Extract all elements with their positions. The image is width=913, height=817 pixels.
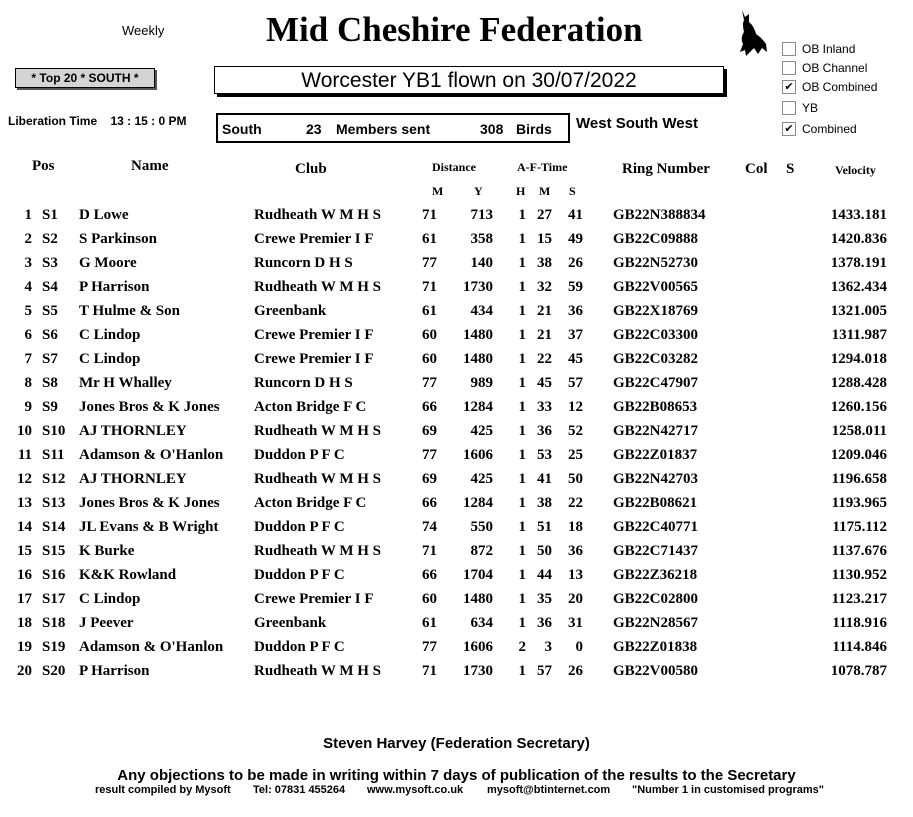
cell-pos: 13 xyxy=(17,495,32,511)
cell-minutes: 36 xyxy=(537,423,552,439)
cell-section-pos: S9 xyxy=(42,399,58,415)
cell-club: Runcorn D H S xyxy=(254,255,353,271)
cell-seconds: 45 xyxy=(568,351,583,367)
page-title: Mid Cheshire Federation xyxy=(266,10,643,49)
cell-name: C Lindop xyxy=(79,327,141,343)
cell-pos: 14 xyxy=(17,519,32,535)
cell-seconds: 26 xyxy=(568,255,583,271)
cell-seconds: 50 xyxy=(568,471,583,487)
cell-miles: 61 xyxy=(422,615,437,631)
cell-minutes: 45 xyxy=(537,375,552,391)
cell-yards: 1606 xyxy=(463,447,493,463)
table-row xyxy=(0,519,913,543)
cell-section-pos: S14 xyxy=(42,519,66,535)
cell-pos: 6 xyxy=(24,327,32,343)
cell-hours: 1 xyxy=(518,663,526,679)
cell-miles: 74 xyxy=(422,519,437,535)
option-label: YB xyxy=(802,101,819,115)
cell-ring-number: GB22C47907 xyxy=(613,375,699,391)
cell-club: Rudheath W M H S xyxy=(254,423,381,439)
cell-hours: 1 xyxy=(518,375,526,391)
cell-yards: 1284 xyxy=(463,399,493,415)
table-row xyxy=(0,471,913,495)
cell-velocity: 1362.434 xyxy=(830,279,887,295)
col-name: Name xyxy=(131,158,169,174)
members-count: 23 xyxy=(306,121,322,137)
cell-section-pos: S18 xyxy=(42,615,66,631)
cell-hours: 2 xyxy=(518,639,526,655)
cell-miles: 71 xyxy=(422,663,437,679)
cell-minutes: 44 xyxy=(537,567,552,583)
cell-minutes: 41 xyxy=(537,471,552,487)
cell-seconds: 31 xyxy=(568,615,583,631)
cell-miles: 61 xyxy=(422,231,437,247)
cell-minutes: 51 xyxy=(537,519,552,535)
cell-miles: 69 xyxy=(422,423,437,439)
cell-minutes: 36 xyxy=(537,615,552,631)
cell-hours: 1 xyxy=(518,231,526,247)
cell-hours: 1 xyxy=(518,423,526,439)
email-link[interactable]: mysoft@btinternet.com xyxy=(487,784,611,796)
cell-yards: 1480 xyxy=(463,351,493,367)
wind-direction: West South West xyxy=(576,115,698,132)
option-checkbox[interactable] xyxy=(782,61,796,75)
cell-hours: 1 xyxy=(518,303,526,319)
cell-seconds: 12 xyxy=(568,399,583,415)
cell-name: JL Evans & B Wright xyxy=(79,519,219,535)
cell-seconds: 22 xyxy=(568,495,583,511)
cell-minutes: 21 xyxy=(537,327,552,343)
col-aftime: A-F-Time xyxy=(517,160,568,174)
section-badge: * Top 20 * SOUTH * xyxy=(15,68,155,88)
cell-ring-number: GB22V00565 xyxy=(613,279,699,295)
cell-yards: 140 xyxy=(470,255,493,271)
cell-miles: 77 xyxy=(422,255,437,271)
cell-pos: 19 xyxy=(17,639,32,655)
cell-hours: 1 xyxy=(518,615,526,631)
col-dist-miles: M xyxy=(432,184,444,198)
cell-minutes: 15 xyxy=(537,231,552,247)
objections-notice: Any objections to be made in writing within 7 days of publication of the results to the Secretary xyxy=(117,767,796,784)
birds-label: Birds xyxy=(516,121,552,137)
cell-ring-number: GB22N388834 xyxy=(613,207,706,223)
cell-ring-number: GB22N42703 xyxy=(613,471,699,487)
cell-hours: 1 xyxy=(518,279,526,295)
cell-club: Acton Bridge F C xyxy=(254,399,367,415)
cell-hours: 1 xyxy=(518,327,526,343)
cell-minutes: 32 xyxy=(537,279,552,295)
cell-velocity: 1137.676 xyxy=(831,543,887,559)
table-row xyxy=(0,399,913,423)
cell-seconds: 25 xyxy=(568,447,583,463)
pigeon-logo-icon xyxy=(736,8,768,58)
cell-club: Duddon P F C xyxy=(254,639,345,655)
cell-name: G Moore xyxy=(79,255,137,271)
cell-name: C Lindop xyxy=(79,591,141,607)
cell-club: Crewe Premier I F xyxy=(254,327,374,343)
cell-section-pos: S15 xyxy=(42,543,66,559)
cell-miles: 66 xyxy=(422,399,437,415)
cell-club: Duddon P F C xyxy=(254,567,345,583)
cell-miles: 71 xyxy=(422,543,437,559)
cell-section-pos: S8 xyxy=(42,375,58,391)
phone-number: Tel: 07831 455264 xyxy=(253,784,346,796)
col-hours: H xyxy=(516,184,526,198)
cell-pos: 16 xyxy=(17,567,32,583)
cell-seconds: 41 xyxy=(568,207,583,223)
cell-velocity: 1123.217 xyxy=(831,591,887,607)
cell-section-pos: S13 xyxy=(42,495,66,511)
cell-ring-number: GB22B08653 xyxy=(613,399,698,415)
cell-pos: 15 xyxy=(17,543,32,559)
col-seconds: S xyxy=(569,184,576,198)
cell-club: Crewe Premier I F xyxy=(254,591,374,607)
cell-section-pos: S19 xyxy=(42,639,66,655)
cell-section-pos: S6 xyxy=(42,327,58,343)
table-row xyxy=(0,423,913,447)
cell-minutes: 38 xyxy=(537,495,552,511)
cell-seconds: 36 xyxy=(568,303,583,319)
cell-miles: 77 xyxy=(422,375,437,391)
cell-miles: 69 xyxy=(422,471,437,487)
cell-velocity: 1175.112 xyxy=(832,519,887,535)
cell-velocity: 1114.846 xyxy=(832,639,887,655)
cell-club: Greenbank xyxy=(254,303,327,319)
cell-velocity: 1258.011 xyxy=(831,423,887,439)
cell-name: Adamson & O'Hanlon xyxy=(79,447,224,463)
col-dist-yards: Y xyxy=(474,184,483,198)
cell-miles: 71 xyxy=(422,279,437,295)
compiled-by: result compiled by Mysoft xyxy=(95,784,231,796)
cell-name: D Lowe xyxy=(79,207,129,223)
cell-pos: 20 xyxy=(17,663,32,679)
cell-section-pos: S1 xyxy=(42,207,58,223)
cell-section-pos: S12 xyxy=(42,471,66,487)
members-sent-box xyxy=(216,113,570,143)
cell-pos: 3 xyxy=(24,255,32,271)
cell-ring-number: GB22V00580 xyxy=(613,663,699,679)
cell-club: Rudheath W M H S xyxy=(254,279,381,295)
liberation-label: Liberation Time xyxy=(8,114,98,128)
cell-miles: 60 xyxy=(422,591,437,607)
cell-minutes: 22 xyxy=(537,351,552,367)
cell-name: Mr H Whalley xyxy=(79,375,172,391)
cell-pos: 11 xyxy=(17,447,32,463)
cell-pos: 5 xyxy=(24,303,32,319)
cell-pos: 18 xyxy=(17,615,32,631)
cell-name: J Peever xyxy=(79,615,134,631)
cell-club: Rudheath W M H S xyxy=(254,207,381,223)
cell-hours: 1 xyxy=(518,567,526,583)
cell-pos: 8 xyxy=(24,375,32,391)
cell-yards: 425 xyxy=(470,471,493,487)
cell-ring-number: GB22B08621 xyxy=(613,495,698,511)
cell-section-pos: S2 xyxy=(42,231,58,247)
cell-pos: 2 xyxy=(24,231,32,247)
cell-pos: 10 xyxy=(17,423,32,439)
cell-velocity: 1433.181 xyxy=(830,207,887,223)
cell-seconds: 20 xyxy=(568,591,583,607)
option-label: OB Combined xyxy=(802,80,878,94)
cell-velocity: 1321.005 xyxy=(830,303,887,319)
cell-velocity: 1130.952 xyxy=(831,567,887,583)
col-pos: Pos xyxy=(32,158,55,174)
cell-ring-number: GB22C40771 xyxy=(613,519,699,535)
cell-club: Acton Bridge F C xyxy=(254,495,367,511)
cell-club: Rudheath W M H S xyxy=(254,471,381,487)
cell-pos: 17 xyxy=(17,591,32,607)
cell-hours: 1 xyxy=(518,591,526,607)
liberation-time xyxy=(8,114,187,128)
cell-minutes: 27 xyxy=(537,207,552,223)
race-title: Worcester YB1 flown on 30/07/2022 xyxy=(214,66,724,94)
cell-yards: 872 xyxy=(470,543,493,559)
cell-seconds: 18 xyxy=(568,519,583,535)
cell-name: P Harrison xyxy=(79,663,150,679)
table-row xyxy=(0,495,913,519)
cell-yards: 425 xyxy=(470,423,493,439)
cell-yards: 1480 xyxy=(463,591,493,607)
table-row xyxy=(0,207,913,231)
table-row xyxy=(0,351,913,375)
cell-hours: 1 xyxy=(518,207,526,223)
cell-minutes: 38 xyxy=(537,255,552,271)
col-ring-number: Ring Number xyxy=(622,161,710,177)
cell-hours: 1 xyxy=(518,399,526,415)
cell-pos: 4 xyxy=(24,279,32,295)
cell-velocity: 1378.191 xyxy=(830,255,887,271)
cell-club: Rudheath W M H S xyxy=(254,543,381,559)
cell-yards: 434 xyxy=(470,303,493,319)
cell-velocity: 1294.018 xyxy=(830,351,887,367)
cell-section-pos: S20 xyxy=(42,663,66,679)
table-row xyxy=(0,303,913,327)
cell-hours: 1 xyxy=(518,543,526,559)
cell-minutes: 33 xyxy=(537,399,552,415)
table-row xyxy=(0,663,913,687)
table-row xyxy=(0,591,913,615)
birds-count: 308 xyxy=(480,121,504,137)
cell-section-pos: S10 xyxy=(42,423,66,439)
cell-club: Crewe Premier I F xyxy=(254,231,374,247)
table-row xyxy=(0,255,913,279)
cell-yards: 1606 xyxy=(463,639,493,655)
cell-seconds: 57 xyxy=(568,375,583,391)
cell-miles: 77 xyxy=(422,639,437,655)
cell-pos: 9 xyxy=(24,399,32,415)
cell-name: S Parkinson xyxy=(79,231,157,247)
table-row xyxy=(0,639,913,663)
cell-section-pos: S16 xyxy=(42,567,66,583)
cell-ring-number: GB22Z36218 xyxy=(613,567,698,583)
cell-section-pos: S4 xyxy=(42,279,58,295)
cell-seconds: 36 xyxy=(568,543,583,559)
table-row xyxy=(0,375,913,399)
option-label: OB Channel xyxy=(802,61,868,75)
cell-seconds: 13 xyxy=(568,567,583,583)
cell-section-pos: S7 xyxy=(42,351,58,367)
cell-seconds: 52 xyxy=(568,423,583,439)
cell-name: AJ THORNLEY xyxy=(79,423,187,439)
col-sex: S xyxy=(786,161,795,177)
option-checkbox[interactable] xyxy=(782,42,796,56)
cell-club: Runcorn D H S xyxy=(254,375,353,391)
option-label: Combined xyxy=(802,122,857,136)
cell-hours: 1 xyxy=(518,471,526,487)
cell-ring-number: GB22X18769 xyxy=(613,303,699,319)
cell-minutes: 3 xyxy=(544,639,552,655)
table-row xyxy=(0,447,913,471)
cell-ring-number: GB22C02800 xyxy=(613,591,699,607)
cell-velocity: 1193.965 xyxy=(831,495,887,511)
slogan: "Number 1 in customised programs" xyxy=(632,784,824,796)
cell-section-pos: S3 xyxy=(42,255,58,271)
cell-section-pos: S5 xyxy=(42,303,58,319)
cell-miles: 61 xyxy=(422,303,437,319)
members-label: Members sent xyxy=(336,121,431,137)
cell-yards: 1704 xyxy=(463,567,493,583)
cell-yards: 1284 xyxy=(463,495,493,511)
cell-pos: 1 xyxy=(24,207,32,223)
table-row xyxy=(0,543,913,567)
cell-yards: 1480 xyxy=(463,327,493,343)
cell-name: K Burke xyxy=(79,543,135,559)
cell-hours: 1 xyxy=(518,519,526,535)
cell-yards: 713 xyxy=(470,207,493,223)
cell-name: Jones Bros & K Jones xyxy=(79,399,220,415)
cell-seconds: 49 xyxy=(568,231,583,247)
secretary-line: Steven Harvey (Federation Secretary) xyxy=(323,735,590,752)
cell-miles: 60 xyxy=(422,351,437,367)
cell-ring-number: GB22N52730 xyxy=(613,255,699,271)
table-row xyxy=(0,279,913,303)
col-velocity: Velocity xyxy=(835,163,876,177)
option-label: OB Inland xyxy=(802,42,856,56)
cell-minutes: 57 xyxy=(537,663,552,679)
cell-name: Jones Bros & K Jones xyxy=(79,495,220,511)
cell-yards: 634 xyxy=(470,615,493,631)
cell-club: Duddon P F C xyxy=(254,447,345,463)
cell-hours: 1 xyxy=(518,495,526,511)
col-club: Club xyxy=(295,161,327,177)
weekly-label: Weekly xyxy=(122,23,165,38)
table-row xyxy=(0,327,913,351)
cell-miles: 60 xyxy=(422,327,437,343)
cell-name: C Lindop xyxy=(79,351,141,367)
cell-yards: 1730 xyxy=(463,279,493,295)
cell-name: K&K Rowland xyxy=(79,567,177,583)
cell-seconds: 26 xyxy=(568,663,583,679)
cell-ring-number: GB22N42717 xyxy=(613,423,699,439)
table-row xyxy=(0,567,913,591)
liberation-value: 13 : 15 : 0 PM xyxy=(110,114,187,128)
cell-velocity: 1420.836 xyxy=(830,231,887,247)
cell-seconds: 37 xyxy=(568,327,583,343)
cell-miles: 71 xyxy=(422,207,437,223)
section-name: South xyxy=(222,121,262,137)
cell-minutes: 50 xyxy=(537,543,552,559)
cell-velocity: 1196.658 xyxy=(831,471,887,487)
cell-seconds: 0 xyxy=(575,639,583,655)
cell-velocity: 1311.987 xyxy=(831,327,887,343)
col-distance: Distance xyxy=(432,160,476,174)
cell-pos: 7 xyxy=(24,351,32,367)
cell-hours: 1 xyxy=(518,351,526,367)
cell-hours: 1 xyxy=(518,447,526,463)
option-checkbox[interactable]: ✔ xyxy=(782,80,796,94)
cell-seconds: 59 xyxy=(568,279,583,295)
cell-club: Greenbank xyxy=(254,615,327,631)
cell-ring-number: GB22N28567 xyxy=(613,615,699,631)
cell-minutes: 53 xyxy=(537,447,552,463)
table-row xyxy=(0,615,913,639)
cell-velocity: 1118.916 xyxy=(832,615,887,631)
col-colour: Col xyxy=(745,161,768,177)
cell-yards: 989 xyxy=(470,375,493,391)
cell-ring-number: GB22C71437 xyxy=(613,543,699,559)
cell-velocity: 1078.787 xyxy=(830,663,887,679)
cell-section-pos: S17 xyxy=(42,591,66,607)
cell-velocity: 1260.156 xyxy=(830,399,887,415)
cell-name: Adamson & O'Hanlon xyxy=(79,639,224,655)
cell-velocity: 1288.428 xyxy=(830,375,887,391)
cell-ring-number: GB22Z01837 xyxy=(613,447,698,463)
cell-ring-number: GB22Z01838 xyxy=(613,639,698,655)
cell-club: Duddon P F C xyxy=(254,519,345,535)
cell-name: P Harrison xyxy=(79,279,150,295)
cell-name: AJ THORNLEY xyxy=(79,471,187,487)
cell-miles: 77 xyxy=(422,447,437,463)
cell-hours: 1 xyxy=(518,255,526,271)
option-checkbox[interactable]: ✔ xyxy=(782,122,796,136)
cell-name: T Hulme & Son xyxy=(79,303,180,319)
cell-miles: 66 xyxy=(422,567,437,583)
col-minutes: M xyxy=(539,184,551,198)
cell-pos: 12 xyxy=(17,471,32,487)
table-row xyxy=(0,231,913,255)
cell-yards: 358 xyxy=(470,231,493,247)
cell-club: Rudheath W M H S xyxy=(254,663,381,679)
cell-club: Crewe Premier I F xyxy=(254,351,374,367)
website-link[interactable]: www.mysoft.co.uk xyxy=(367,784,464,796)
cell-ring-number: GB22C03282 xyxy=(613,351,699,367)
cell-miles: 66 xyxy=(422,495,437,511)
cell-minutes: 35 xyxy=(537,591,552,607)
cell-section-pos: S11 xyxy=(42,447,65,463)
cell-yards: 550 xyxy=(470,519,493,535)
cell-ring-number: GB22C03300 xyxy=(613,327,699,343)
cell-yards: 1730 xyxy=(463,663,493,679)
cell-minutes: 21 xyxy=(537,303,552,319)
option-checkbox[interactable] xyxy=(782,101,796,115)
cell-velocity: 1209.046 xyxy=(830,447,887,463)
cell-ring-number: GB22C09888 xyxy=(613,231,699,247)
